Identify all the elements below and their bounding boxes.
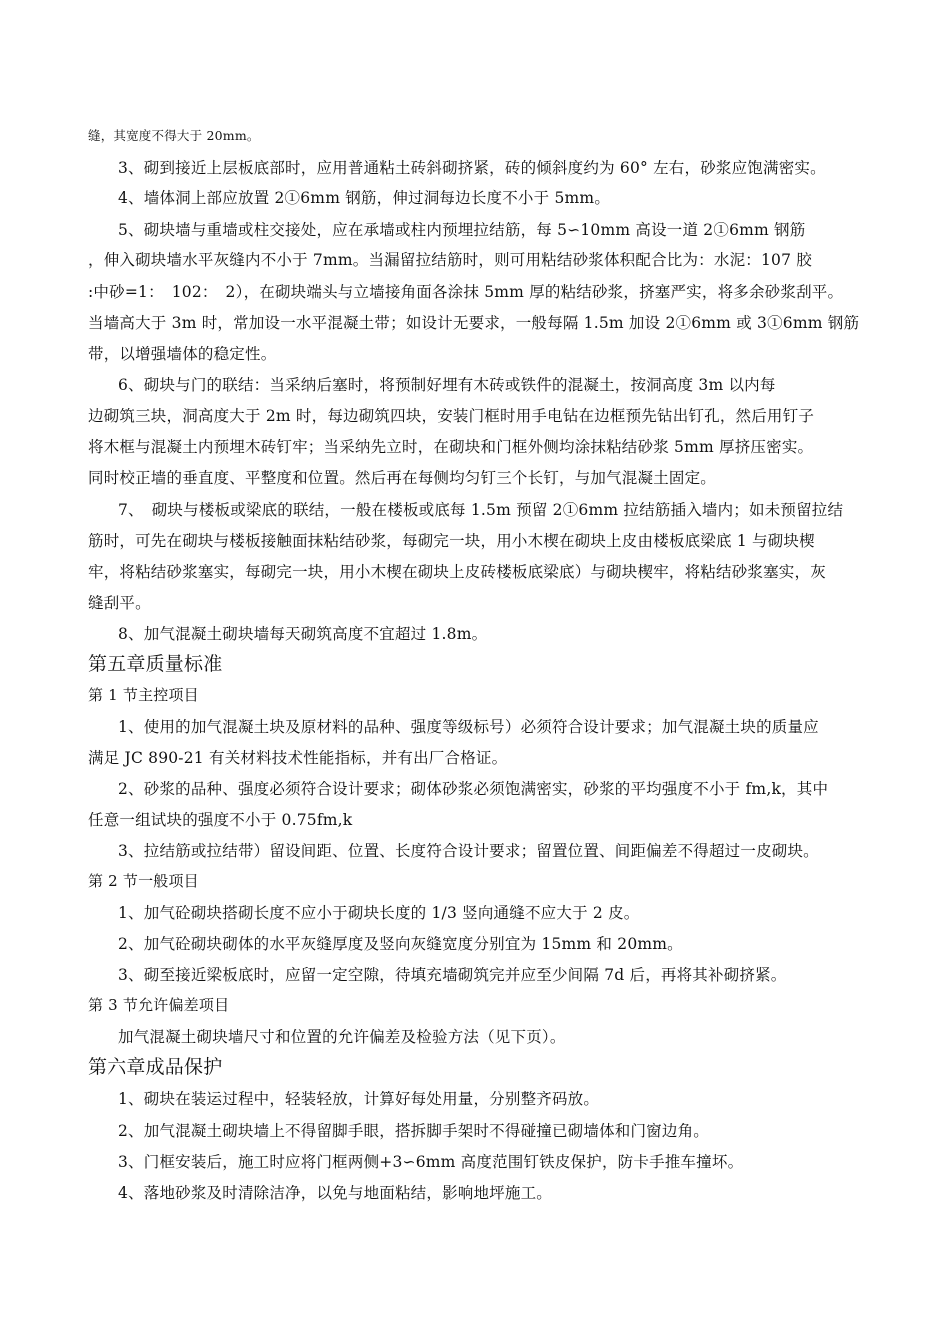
text-line: 3、拉结筋或拉结带）留设间距、位置、长度符合设计要求；留置位置、间距偏差不得超过一皮砌块。 [118,842,819,860]
text-line: 边砌筑三块，洞高度大于 2m 时，每边砌筑四块，安装门框时用手电钻在边框预先钻出钉孔，然后用钉子 [88,407,815,425]
text-line: 同时校正墙的垂直度、平整度和位置。然后再在每侧均匀钉三个长钉，与加气混凝土固定。 [88,469,717,487]
text-line: 缝刮平。 [88,594,151,612]
section-heading: 第 1 节主控项目 [88,686,199,704]
text-line: 满足 JC 890-21 有关材料技术性能指标，并有出厂合格证。 [88,749,508,767]
section-heading: 第 3 节允许偏差项目 [88,996,230,1014]
text-line: 3、门框安装后，施工时应将门框两侧+3∽6mm 高度范围钉铁皮保护，防卡手推车撞坏。 [118,1153,744,1171]
text-line: 5、砌块墙与重墙或柱交接处，应在承墙或柱内预埋拉结筋，每 5∽10mm 高设一道 2①6mm 钢筋 [118,221,806,239]
text-line: 3、砌至接近梁板底时，应留一定空隙，待填充墙砌筑完并应至少间隔 7d 后，再将其补砌挤紧。 [118,966,787,984]
text-line: 4、墙体洞上部应放置 2①6mm 钢筋，伸过洞每边长度不小于 5mm。 [118,189,611,207]
text-line: 加气混凝土砌块墙尺寸和位置的允许偏差及检验方法（见下页）。 [118,1028,566,1046]
text-line: 1、加气砼砌块搭砌长度不应小于砌块长度的 1/3 竖向通缝不应大于 2 皮。 [118,904,640,922]
text-line: 1、使用的加气混凝土块及原材料的品种、强度等级标号）必须符合设计要求；加气混凝土块的质量应 [118,718,819,736]
text-line: 筋时，可先在砌块与楼板接触面抹粘结砂浆，每砌完一块，用小木楔在砌块上皮由楼板底梁底 1 与砌块楔 [88,532,815,550]
text-line: 2、加气混凝土砌块墙上不得留脚手眼，搭拆脚手架时不得碰撞已砌墙体和门窗边角。 [118,1122,709,1140]
text-line: 当墙高大于 3m 时，常加设一水平混凝土带；如设计无要求，一般每隔 1.5m 加设 2①6mm 或 3①6mm 钢筋 [88,314,860,332]
text-line: ，伸入砌块墙水平灰缝内不小于 7mm。当漏留拉结筋时，则可用粘结砂浆体积配合比为：水泥：107 胶 [88,251,812,269]
text-line: 6、砌块与门的联结：当采纳后塞时，将预制好埋有木砖或铁件的混凝土，按洞高度 3m 以内每 [118,376,776,394]
text-line: 牢，将粘结砂浆塞实，每砌完一块，用小木楔在砌块上皮砖楼板底梁底）与砌块楔牢，将粘结砂浆塞实，灰 [88,563,826,581]
text-line: 4、落地砂浆及时清除洁净，以免与地面粘结，影响地坪施工。 [118,1184,552,1202]
section-heading: 第 2 节一般项目 [88,872,199,890]
chapter-heading: 第六章成品保护 [88,1056,223,1078]
text-line: 8、加气混凝土砌块墙每天砌筑高度不宜超过 1.8m。 [118,625,488,643]
text-line: 3、砌到接近上层板底部时，应用普通粘土砖斜砌挤紧，砖的倾斜度约为 60° 左右，砂浆应饱满密实。 [118,159,826,177]
text-line: 将木框与混凝土内预埋木砖钉牢；当采纳先立时，在砌块和门框外侧均涂抹粘结砂浆 5mm 厚挤压密实。 [88,438,814,456]
text-line: 带，以增强墙体的稳定性。 [88,345,277,363]
text-line: 任意一组试块的强度不小于 0.75fm,k [88,811,353,829]
text-line: 2、砂浆的品种、强度必须符合设计要求；砌体砂浆必须饱满密实，砂浆的平均强度不小于 fm,k，其中 [118,780,829,798]
chapter-heading: 第五章质量标准 [88,653,223,675]
text-line: 7、 砌块与楼板或梁底的联结，一般在楼板或底每 1.5m 预留 2①6mm 拉结筋插入墙内；如未预留拉结 [118,501,844,519]
text-line: 缝，其宽度不得大于 20mm。 [88,128,260,143]
text-line: 1、砌块在装运过程中，轻装轻放，计算好每处用量，分别整齐码放。 [118,1090,600,1108]
text-line: :中砂=1： 102： 2），在砌块端头与立墙接角面各涂抹 5mm 厚的粘结砂浆，挤塞严实，将多余砂浆刮平。 [88,283,844,301]
text-line: 2、加气砼砌块砌体的水平灰缝厚度及竖向灰缝宽度分别宜为 15mm 和 20mm。 [118,935,683,953]
